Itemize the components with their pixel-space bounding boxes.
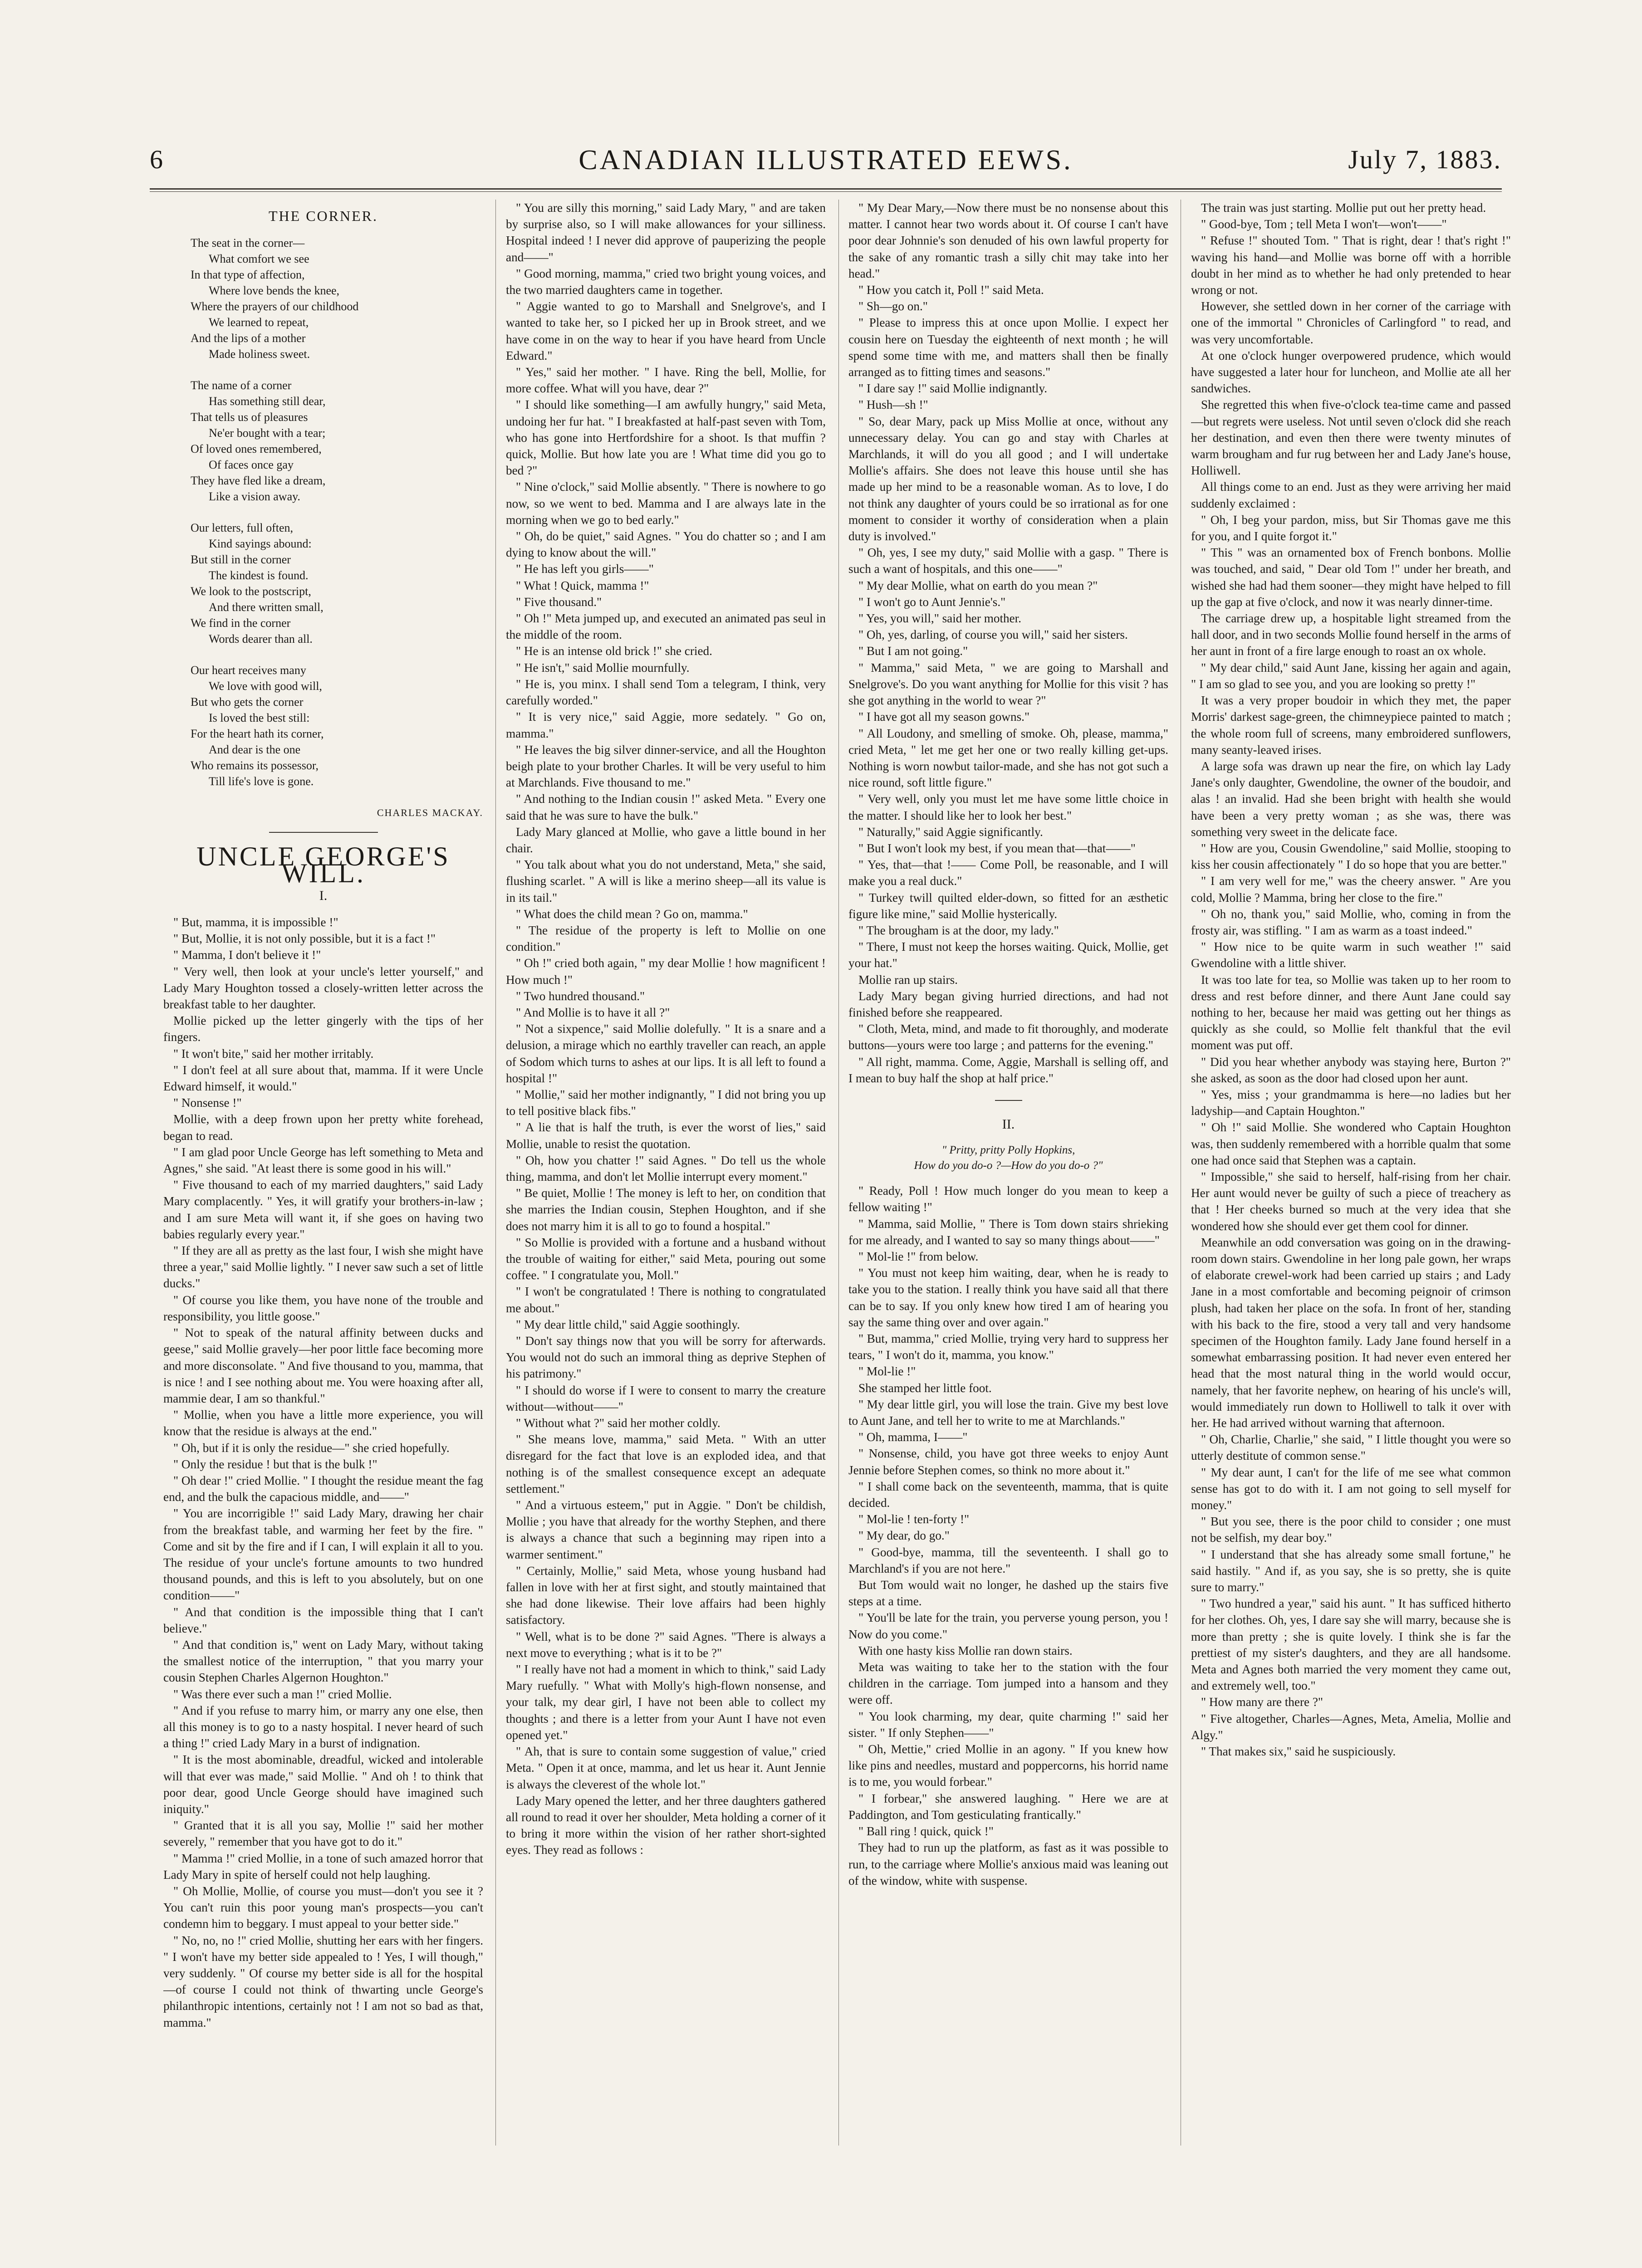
paragraph: " So Mollie is provided with a fortune and a husband without the trouble of waiting for either," said Meta, pouring out some coffee. " I congratulate you, Moll."	[506, 1235, 826, 1282]
paragraph: " Oh !" Meta jumped up, and executed an animated pas seul in the middle of the room.	[506, 611, 826, 642]
paragraph: The carriage drew up, a hospitable light streamed from the hall door, and in two seconds Mollie found herself in the arms of her aunt in front of a fire large enough to roast an ox whole.	[1191, 611, 1511, 658]
paragraph: " Oh, mamma, I——"	[858, 1430, 968, 1444]
paragraph: " I really have not had a moment in which to think," said Lady Mary ruefully. " What with Molly's high-flown nonsense, and your talk, my dear girl, I have not been able to collect my thoughts ; and there is a letter from your Aunt I have not even opened yet."	[506, 1662, 826, 1742]
paragraph: " Nine o'clock," said Mollie absently. " There is nowhere to go now, so we went to bed. Mamma and I are always late in the morning when we go to bed early."	[506, 480, 826, 527]
paragraph: " Mol-lie ! ten-forty !"	[858, 1512, 970, 1526]
paragraph: " Very well, then look at your uncle's letter yourself," and Lady Mary Houghton tossed a closely-written letter across the breakfast table to her daughter.	[163, 964, 483, 1012]
poem-line: Like a vision away.	[209, 490, 300, 503]
poem-stanza	[191, 377, 483, 504]
paragraph: " Mol-lie !"	[858, 1364, 916, 1378]
paragraph: The train was just starting. Mollie put out her pretty head.	[1201, 201, 1486, 215]
paragraph: " You'll be late for the train, you perverse young person, you ! Now do you come."	[848, 1611, 1168, 1641]
paragraph: " I shall come back on the seventeenth, mamma, that is quite decided.	[848, 1479, 1168, 1510]
paragraph: " You are incorrigible !" said Lady Mary, drawing her chair from the breakfast table, and warming her feet by the fire. " Come and sit by the fire and if I can, I will explain it all to you. The residue of your uncle's fortune amounts to two hundred thousand pounds, and this is left to you absolutely, but on one condition——"	[163, 1506, 483, 1603]
paragraph: Mollie ran up stairs.	[858, 973, 958, 987]
paragraph: " But, Mollie, it is not only possible, but it is a fact !"	[173, 932, 436, 946]
paragraph: All things come to an end. Just as they were arriving her maid suddenly exclaimed :	[1191, 480, 1511, 510]
paragraph: " He has left you girls——"	[516, 562, 654, 576]
paragraph: Meta was waiting to take her to the station with the four children in the carriage. Tom jumped into a hansom and they were off.	[848, 1660, 1168, 1707]
poem-line: Of faces once gay	[209, 458, 294, 472]
paragraph: " What ! Quick, mamma !"	[516, 578, 649, 592]
paragraph: " And if you refuse to marry him, or marry any one else, then all this money is to go to a nasty hospital. I never heard of such a thing !" cried Lady Mary in a burst of indignation.	[163, 1703, 483, 1750]
paragraph: " Yes, you will," said her mother.	[858, 611, 1022, 626]
paragraph: Mollie picked up the letter gingerly with the tips of her fingers.	[163, 1014, 483, 1044]
paragraph: " Aggie wanted to go to Marshall and Snelgrove's, and I wanted to take her, so I picked her up in Brook street, and we have come in on the way to hear if you have heard from Uncle Edward."	[506, 299, 826, 362]
poem-line: That tells us of pleasures	[191, 411, 308, 424]
paragraph: " My dear aunt, I can't for the life of me see what common sense has got to do with it. I am not going to sell myself for money."	[1191, 1465, 1511, 1512]
paragraph: " I am very well for me," was the cheery answer. " Are you cold, Mollie ? Mamma, bring her close to the fire."	[1191, 874, 1511, 904]
poem-stanza	[191, 235, 483, 362]
paragraph: " Yes, miss ; your grandmamma is here—no ladies but her ladyship—and Captain Houghton."	[1191, 1087, 1511, 1118]
paragraph: " Oh !" cried both again, " my dear Mollie ! how magnificent ! How much !"	[506, 956, 826, 987]
paragraph: " My dear child," said Aunt Jane, kissing her again and again, " I am so glad to see you, and you are looking so pretty !"	[1191, 660, 1511, 691]
paragraph: " I have got all my season gowns."	[858, 710, 1030, 724]
paragraph: " Oh Mollie, Mollie, of course you must—don't you see it ? You can't ruin this poor young man's prospects—you can't condemn him to beggary. I must appeal to your better side."	[163, 1884, 483, 1931]
song-line: " Pritty, pritty Polly Hopkins,	[941, 1144, 1075, 1157]
paragraph: " Please to impress this at once upon Mollie. I expect her cousin here on Tuesday the eighteenth of next month ; he will spend some time with me, and matters shall then be finally arranged as to fitting times and seasons."	[848, 316, 1168, 379]
paragraph: She stamped her little foot.	[858, 1381, 992, 1395]
paragraph: " Oh dear !" cried Mollie. " I thought the residue meant the fag end, and the bulk the capacious middle, and——"	[163, 1473, 483, 1504]
poem-line: The name of a corner	[191, 379, 292, 392]
column-rule	[838, 200, 839, 2146]
paragraph: " Oh, do be quiet," said Agnes. " You do chatter so ; and I am dying to know about the will."	[506, 529, 826, 560]
issue-date: July 7, 1883.	[1348, 145, 1502, 174]
paragraph: " Not to speak of the natural affinity between ducks and geese," said Mollie gravely—her poor little face becoming more and more disconsolate. " And five thousand to you, mamma, that is nice ! and I see nothing about me. You were hoaxing after all, mammie dear, I am so thankful."	[163, 1326, 483, 1405]
column-4	[1191, 200, 1511, 2146]
paragraph: " Was there ever such a man !" cried Mollie.	[173, 1687, 392, 1701]
paragraph: " I won't go to Aunt Jennie's."	[858, 595, 1006, 609]
paragraph: Lady Mary began giving hurried directions, and had not finished before she reappeared.	[848, 989, 1168, 1019]
paragraph: " Oh, Mettie," cried Mollie in an agony. " If you knew how like pins and needles, mustard and poppercorns, his horrid name is to me, you would forbear."	[848, 1742, 1168, 1789]
paragraph: Meanwhile an odd conversation was going on in the drawing-room down stairs. Gwendoline in her long pale gown, her wraps of elaborate crewel-work had been carried up stairs ; and Lady Jane in a most comfortable and becoming peignoir of crimson plush, had taken her place on the sofa. In front of her, standing with his back to the fire, stood a very tall and very handsome specimen of the Houghton family. Lady Jane found herself in a somewhat embarrassing position. It had never even entered her head that the most natural thing in the world would occur, namely, that her favorite nephew, on hearing of his uncle's will, would immediately run down to Holliwell to talk it over with her. He had arrived without warning that afternoon.	[1191, 1235, 1511, 1430]
poem-line: Of loved ones remembered,	[191, 442, 322, 456]
poem-line: Till life's love is gone.	[209, 775, 314, 788]
paragraph: " Granted that it is all you say, Mollie !" said her mother severely, " remember that you have got to do it."	[163, 1818, 483, 1849]
song-epigraph	[848, 1143, 1168, 1173]
paragraph: " Sh—go on."	[858, 299, 928, 313]
poem-line: Has something still dear,	[209, 395, 326, 408]
poem-author: CHARLES MACKAY.	[377, 807, 483, 819]
paragraph: " Did you hear whether anybody was staying here, Burton ?" she asked, as soon as the door had closed upon her aunt.	[1191, 1055, 1511, 1085]
poem-line: We find in the corner	[191, 616, 291, 630]
paragraph: " And a virtuous esteem," put in Aggie. " Don't be childish, Mollie ; you have that already for the worthy Stephen, and there is always a chance that such a beginning may ripen into a warmer sentiment."	[506, 1498, 826, 1561]
paragraph: But Tom would wait no longer, he dashed up the stairs five steps at a time.	[848, 1578, 1168, 1608]
paragraph: " And Mollie is to have it all ?"	[516, 1005, 670, 1019]
poem-stanza	[191, 520, 483, 647]
poem-line: We look to the postscript,	[191, 585, 311, 598]
paragraph: " There, I must not keep the horses waiting. Quick, Mollie, get your hat."	[848, 940, 1168, 970]
paragraph: " I forbear," she answered laughing. " Here we are at Paddington, and Tom gesticulating frantically."	[848, 1791, 1168, 1822]
paragraph: " If they are all as pretty as the last four, I wish she might have three a year," said Mollie lightly. " I never saw such a set of little ducks."	[163, 1244, 483, 1290]
paragraph: " I should do worse if I were to consent to marry the creature without—without——"	[506, 1383, 826, 1413]
paragraph: " Ready, Poll ! How much longer do you mean to keep a fellow waiting !"	[848, 1184, 1168, 1214]
paragraph: She regretted this when five-o'clock tea-time came and passed—but regrets were useless. Not until seven o'clock did she reach her destination, and even then there were twenty minutes of warm brougham and fur rug between her and Lady Jane's house, Holliwell.	[1191, 398, 1511, 478]
paragraph: " You talk about what you do not understand, Meta," she said, flushing scarlet. " A will is like a merino sheep—all its value is in its tail."	[506, 858, 826, 904]
paragraph: With one hasty kiss Mollie ran down stairs.	[858, 1643, 1073, 1657]
paragraph: " I am glad poor Uncle George has left something to Meta and Agnes," she said. "At least there is some good in his will."	[163, 1145, 483, 1176]
paragraph: " So, dear Mary, pack up Miss Mollie at once, without any unnecessary delay. You can go and stay with Charles at Marchlands, it will do you all good ; and I will undertake Mollie's affairs. She does not leave this house until she has made up her mind to be a reasonable woman. As to love, I do not think any daughter of yours could be so irrational as for one moment to consider it worthy of consideration when a plain duty is involved."	[848, 414, 1168, 543]
poem-line: They have fled like a dream,	[191, 474, 326, 488]
paragraph: " Hush—sh !"	[858, 398, 928, 412]
paragraph: " I won't be congratulated ! There is nothing to congratulated me about."	[506, 1285, 826, 1315]
paragraph: " But I won't look my best, if you mean that—that——"	[858, 841, 1136, 855]
paragraph: " But, mamma, it is impossible !"	[173, 915, 338, 929]
paragraph: " Certainly, Mollie," said Meta, whose young husband had fallen in love with her at first sight, and stoutly maintained that she had done likewise. Their love affairs had been highly satisfactory.	[506, 1564, 826, 1627]
poem-line: Kind sayings abound:	[209, 537, 312, 551]
divider	[269, 832, 378, 833]
poem	[191, 235, 483, 789]
paragraph: " Impossible," she said to herself, half-rising from her chair. Her aunt would never be guilty of such a piece of treachery as that ! Her cheeks burned so much at the very idea that she wondered how she should ever get them cool for dinner.	[1191, 1169, 1511, 1233]
paragraph: " All right, mamma. Come, Aggie, Marshall is selling off, and I mean to buy half the shop at half price."	[848, 1055, 1168, 1085]
paragraph: " But, mamma," cried Mollie, trying very hard to suppress her tears, " I won't do it, mamma, you know."	[848, 1332, 1168, 1362]
column-3	[848, 200, 1168, 2146]
header-rule	[150, 188, 1502, 190]
paragraph: " I should like something—I am awfully hungry," said Meta, undoing her fur hat. " I breakfasted at half-past seven with Tom, who has gone into Hertfordshire for a shoot. Is that muffin ? quick, Mollie. But how late you are ! What time did you go to bed ?"	[506, 398, 826, 478]
header-rule-thin	[150, 191, 1502, 192]
story-title: UNCLE GEORGE'S WILL.	[196, 841, 450, 888]
paragraph: " My dear little child," said Aggie soothingly.	[516, 1317, 740, 1331]
paragraph: It was too late for tea, so Mollie was taken up to her room to dress and rest before dinner, and there Aunt Jane could say nothing to her, because her maid was getting out her things as quickly as she could, so Mollie felt thankful that the evil moment was put off.	[1191, 973, 1511, 1052]
paragraph: " Be quiet, Mollie ! The money is left to her, on condition that she marries the Indian cousin, Stephen Houghton, and if she does not marry him it is all to go to found a hospital."	[506, 1186, 826, 1233]
chapter-heading: II.	[1002, 1116, 1015, 1132]
paragraph: " It is the most abominable, dreadful, wicked and intolerable will that ever was made," said Mollie. " And oh ! to think that poor dear, good Uncle George should have imagined such iniquity."	[163, 1753, 483, 1816]
paragraph: Lady Mary opened the letter, and her three daughters gathered all round to read it over her shoulder, Meta holding a corner of it to bring it more within the vision of her rather short-sighted eyes. They read as follows :	[506, 1794, 826, 1857]
poem-line: The kindest is found.	[209, 569, 309, 582]
divider	[995, 1100, 1022, 1101]
paragraph: " Mollie, when you have a little more experience, you will know that the residue is always at the end."	[163, 1408, 483, 1438]
poem-line: For the heart hath its corner,	[191, 727, 324, 741]
paragraph: " Mamma, I don't believe it !"	[173, 948, 321, 962]
paragraph: " Refuse !" shouted Tom. " That is right, dear ! that's right !" waving his hand—and Mollie was borne off with a horrible doubt in her mind as to whether he had only pretended to hear wrong or not.	[1191, 234, 1511, 297]
poem-line: And dear is the one	[209, 743, 301, 757]
paragraph: " How nice to be quite warm in such weather !" said Gwendoline with a little shiver.	[1191, 940, 1511, 970]
paragraph: " Mamma," said Meta, " we are going to Marshall and Snelgrove's. Do you want anything for Mollie for this visit ? has she got anything in the world to wear ?"	[848, 660, 1168, 708]
paragraph: " He is an intense old brick !" she cried.	[516, 644, 712, 658]
paragraph: " The residue of the property is left to Mollie on one condition."	[506, 923, 826, 954]
poem-line: And the lips of a mother	[191, 332, 306, 345]
paragraph: " A lie that is half the truth, is ever the worst of lies," said Mollie, unable to resist the quotation.	[506, 1120, 826, 1151]
poem-line: We learned to repeat,	[209, 316, 309, 329]
page-number: 6	[150, 145, 163, 174]
paragraph: " Mamma !" cried Mollie, in a tone of such amazed horror that Lady Mary in spite of herself could not help laughing.	[163, 1851, 483, 1882]
paragraph: " The brougham is at the door, my lady."	[858, 923, 1059, 937]
paragraph: " Two hundred a year," said his aunt. " It has sufficed hitherto for her clothes. Oh, yes, I dare say she will marry, because she is more than pretty ; she is quite lovely. I think she is far the prettiest of my sister's daughters, and they are all handsome. Meta and Agnes both married the very moment they came out, and extremely well, too."	[1191, 1597, 1511, 1693]
column-3-text-continued	[848, 1183, 1168, 1889]
poem-title: THE CORNER.	[269, 208, 378, 224]
poem-line: Where the prayers of our childhood	[191, 300, 359, 313]
paragraph: " Five altogether, Charles—Agnes, Meta, Amelia, Mollie and Algy."	[1191, 1711, 1511, 1742]
paragraph: " He is, you minx. I shall send Tom a telegram, I think, very carefully worded."	[506, 677, 826, 708]
paragraph: " Mollie," said her mother indignantly, " I did not bring you up to tell positive black fibs."	[506, 1087, 826, 1118]
poem-line: We love with good will,	[209, 679, 322, 693]
paragraph: " All Loudony, and smelling of smoke. Oh, please, mamma," cried Meta, " let me get her one or two really killing get-ups. Nothing is worn nowbut tailor-made, and she has not got such a nice round, soft little figure."	[848, 726, 1168, 790]
paragraph: " Good morning, mamma," cried two bright young voices, and the two married daughters came in together.	[506, 266, 826, 297]
paragraph: " This " was an ornamented box of French bonbons. Mollie was touched, and said, " Dear old Tom !" under her breath, and wished she had had them sooner—they might have helped to fill up the gap at five o'clock, and now it was nearly dinner-time.	[1191, 546, 1511, 609]
poem-line: Our heart receives many	[191, 664, 306, 677]
paragraph: " He leaves the big silver dinner-service, and all the Houghton beigh plate to your brother Charles. It will be very useful to him at Marchlands. Five thousand to me."	[506, 743, 826, 790]
paragraph: " Don't say things now that you will be sorry for afterwards. You would not do such an immoral thing as deprive Stephen of his patrimony."	[506, 1334, 826, 1381]
poem-line: But still in the corner	[191, 553, 291, 567]
paragraph: " Very well, only you must let me have some little choice in the matter. I should like her to look her best."	[848, 792, 1168, 822]
paragraph: " Oh, yes, darling, of course you will," said her sisters.	[858, 628, 1128, 642]
page-header	[150, 144, 1502, 185]
paragraph: " What does the child mean ? Go on, mamma."	[516, 907, 748, 921]
paragraph: " But I am not going."	[858, 644, 968, 658]
paragraph: " Oh !" said Mollie. She wondered who Captain Houghton was, then suddenly remembered with a horrible qualm that some one had once said that Stephen was a captain.	[1191, 1120, 1511, 1167]
paragraph: " How are you, Cousin Gwendoline," said Mollie, stooping to kiss her cousin affectionately " I do so hope that you are better."	[1191, 841, 1511, 872]
paragraph: " Good-bye, Tom ; tell Meta I won't—won't——"	[1201, 217, 1447, 231]
paragraph: " How you catch it, Poll !" said Meta.	[858, 283, 1044, 297]
poem-line: What comfort we see	[209, 252, 309, 266]
poem-line: And there written small,	[209, 601, 323, 614]
paragraph: " And that condition is the impossible thing that I can't believe."	[163, 1605, 483, 1635]
paragraph: " My dear Mollie, what on earth do you mean ?"	[858, 578, 1098, 592]
paragraph: " Two hundred thousand."	[516, 989, 645, 1003]
paragraph: " Oh, I beg your pardon, miss, but Sir Thomas gave me this for you, and I quite forgot it."	[1191, 513, 1511, 543]
paragraph: " Ball ring ! quick, quick !"	[858, 1824, 994, 1838]
paragraph: They had to run up the platform, as fast as it was possible to run, to the carriage where Mollie's anxious maid was leaning out of the window, white with suspense.	[848, 1841, 1168, 1887]
paragraph: " How many are there ?"	[1201, 1695, 1323, 1709]
poem-line: Who remains its possessor,	[191, 759, 319, 772]
paragraph: " You look charming, my dear, quite charming !" said her sister. " If only Stephen——"	[848, 1709, 1168, 1740]
poem-line: Words dearer than all.	[209, 632, 313, 646]
paragraph: " That makes six," said he suspiciously.	[1201, 1745, 1396, 1759]
column-2-text	[506, 200, 826, 1858]
paragraph: " Nonsense !"	[173, 1096, 242, 1110]
paragraph: " Nonsense, child, you have got three weeks to enjoy Aunt Jennie before Stephen comes, so think no more about it."	[848, 1447, 1168, 1477]
paragraph: " Good-bye, mamma, till the seventeenth. I shall go to Marchland's if you are not here."	[848, 1545, 1168, 1575]
paragraph: " Turkey twill quilted elder-down, so fitted for an æsthetic figure like mine," said Mollie hysterically.	[848, 890, 1168, 921]
paragraph: " Not a sixpence," said Mollie dolefully. " It is a snare and a delusion, a mirage which no earthly traveller can reach, an apple of Sodom which turns to ashes at our lips. It is all left to found a hospital !"	[506, 1022, 826, 1085]
paragraph: " Yes, that—that !—— Come Poll, be reasonable, and I will make you a real duck."	[848, 858, 1168, 888]
paragraph: " Yes," said her mother. " I have. Ring the bell, Mollie, for more coffee. What will you have, dear ?"	[506, 365, 826, 396]
paragraph: At one o'clock hunger overpowered prudence, which would have suggested a later hour for luncheon, and Mollie ate all her sandwiches.	[1191, 348, 1511, 396]
paragraph: " No, no, no !" cried Mollie, shutting her ears with her fingers. " I won't have my better side appealed to ! Yes, I will though," very suddenly. " Of course my better side is all for the hospital—of course I could not think of thwarting uncle George's philanthropic intentions, certainly not ! I am not so bad as that, mamma."	[163, 1933, 483, 2029]
paragraph: " It won't bite," said her mother irritably.	[173, 1046, 374, 1061]
paragraph: " Only the residue ! but that is the bulk !"	[173, 1457, 377, 1471]
paragraph: A large sofa was drawn up near the fire, on which lay Lady Jane's only daughter, Gwendoline, the owner of the boudoir, and alas ! an invalid. Had she been bright with health she would have been a very pretty woman ; as she was, there was something very sweet in the delicate face.	[1191, 759, 1511, 839]
paragraph: Lady Mary glanced at Mollie, who gave a little bound in her chair.	[506, 825, 826, 855]
poem-line: Our letters, full often,	[191, 521, 293, 535]
poem-line: Made holiness sweet.	[209, 347, 310, 361]
paragraph: It was a very proper boudoir in which they met, the paper Morris' darkest sage-green, the chimneypiece painted to match ; the whole room full of screens, many embroidered sunflowers, many seanty-leaved irises.	[1191, 694, 1511, 757]
paragraph: " Oh, Charlie, Charlie," she said, " I little thought you were so utterly destitute of common sense."	[1191, 1432, 1511, 1463]
paragraph: " Naturally," said Aggie significantly.	[858, 825, 1043, 839]
poem-line: Ne'er bought with a tear;	[209, 426, 326, 440]
paragraph: " Five thousand to each of my married daughters," said Lady Mary complacently. " Yes, it will gratify your brothers-in-law ; and I am sure Meta will want it, if she goes on having two babies regularly every year."	[163, 1178, 483, 1241]
paragraph: " My dear, do go."	[858, 1529, 950, 1543]
paragraph: " Mol-lie !" from below.	[858, 1249, 979, 1263]
paragraph: " My Dear Mary,—Now there must be no nonsense about this matter. I cannot hear two words about it. Of course I can't have poor dear Johnnie's son denuded of his own lawful property for the sake of any romantic trash a silly chit may take into her head."	[848, 201, 1168, 280]
poem-stanza	[191, 662, 483, 789]
paragraph: " It is very nice," said Aggie, more sedately. " Go on, mamma."	[506, 710, 826, 740]
song-line: How do you do-o ?—How do you do-o ?"	[914, 1159, 1103, 1172]
paragraph: " And that condition is," went on Lady Mary, without taking the smallest notice of the interruption, " that you marry your cousin Stephen Charles Algernon Houghton."	[163, 1637, 483, 1685]
paragraph: " He isn't," said Mollie mournfully.	[516, 660, 690, 675]
paragraph: " Oh no, thank you," said Mollie, who, coming in from the frosty air, was stifling. " I am as warm as a toast indeed."	[1191, 907, 1511, 937]
column-1-text	[163, 914, 483, 2031]
chapter-heading: I.	[319, 888, 328, 903]
paragraph: " Well, what is to be done ?" said Agnes. "There is always a next move to everything ; what is it to be ?"	[506, 1629, 826, 1660]
masthead: CANADIAN ILLUSTRATED EEWS.	[578, 145, 1073, 176]
paragraph: " Ah, that is sure to contain some suggestion of value," cried Meta. " Open it at once, mamma, and let us hear it. Aunt Jennie is always the cleverest of the whole lot."	[506, 1745, 826, 1791]
paragraph: " I understand that she has already some small fortune," he said hastily. " And if, as you say, she is so pretty, she is quite sure to marry."	[1191, 1547, 1511, 1594]
paragraph: " You are silly this morning," said Lady Mary, " and are taken by surprise also, so I will make allowances for your silliness. Hospital indeed ! I never did approve of pauperizing the people and——"	[506, 201, 826, 264]
paragraph: " Cloth, Meta, mind, and made to fit thoroughly, and moderate buttons—yours were too large ; and patterns for the evening."	[848, 1022, 1168, 1052]
column-2	[506, 200, 826, 2146]
column-4-text	[1191, 200, 1511, 1760]
poem-line: Is loved the best still:	[209, 711, 310, 725]
poem-line: Where love bends the knee,	[209, 284, 340, 298]
poem-line: In that type of affection,	[191, 268, 305, 282]
paragraph: " You must not keep him waiting, dear, when he is ready to take you to the station. I really think you have said all that there can be to say. If you only knew how tired I am of hearing you say the same thing over and over again."	[848, 1266, 1168, 1329]
paragraph: " And nothing to the Indian cousin !" asked Meta. " Every one said that he was sure to have the bulk."	[506, 792, 826, 822]
paragraph: " Without what ?" said her mother coldly.	[516, 1416, 721, 1430]
paragraph: " Mamma, said Mollie, " There is Tom down stairs shrieking for me already, and I wanted to say so many things about——"	[848, 1217, 1168, 1247]
paragraph: " I don't feel at all sure about that, mamma. If it were Uncle Edward himself, it would."	[163, 1063, 483, 1094]
paragraph: " She means love, mamma," said Meta. " With an utter disregard for the fact that love is an exploded idea, and that nothing is of the smallest consequence except an adequate settlement."	[506, 1432, 826, 1496]
column-3-text	[848, 200, 1168, 1086]
paragraph: " Five thousand."	[516, 595, 602, 609]
poem-line: The seat in the corner—	[191, 236, 305, 250]
paragraph: " Oh, yes, I see my duty," said Mollie with a gasp. " There is such a want of hospitals, and this one——"	[848, 546, 1168, 576]
paragraph: " My dear little girl, you will lose the train. Give my best love to Aunt Jane, and tell her to write to me at Marchlands."	[848, 1397, 1168, 1428]
column-1	[163, 200, 483, 2146]
paragraph: " Oh, how you chatter !" said Agnes. " Do tell us the whole thing, mamma, and don't let Mollie interrupt every moment."	[506, 1153, 826, 1183]
paragraph: " But you see, there is the poor child to consider ; one must not be selfish, my dear boy."	[1191, 1515, 1511, 1545]
poem-line: But who gets the corner	[191, 695, 304, 709]
paragraph: Mollie, with a deep frown upon her pretty white forehead, began to read.	[163, 1112, 483, 1143]
paragraph: " Of course you like them, you have none of the trouble and responsibility, you little goose."	[163, 1293, 483, 1323]
paragraph: However, she settled down in her corner of the carriage with one of the immortal " Chronicles of Carlingford " to read, and was very uncomfortable.	[1191, 299, 1511, 346]
column-rule	[495, 200, 496, 2146]
paragraph: " I dare say !" said Mollie indignantly.	[858, 381, 1048, 396]
paragraph: " Oh, but if it is only the residue—" she cried hopefully.	[173, 1441, 450, 1455]
